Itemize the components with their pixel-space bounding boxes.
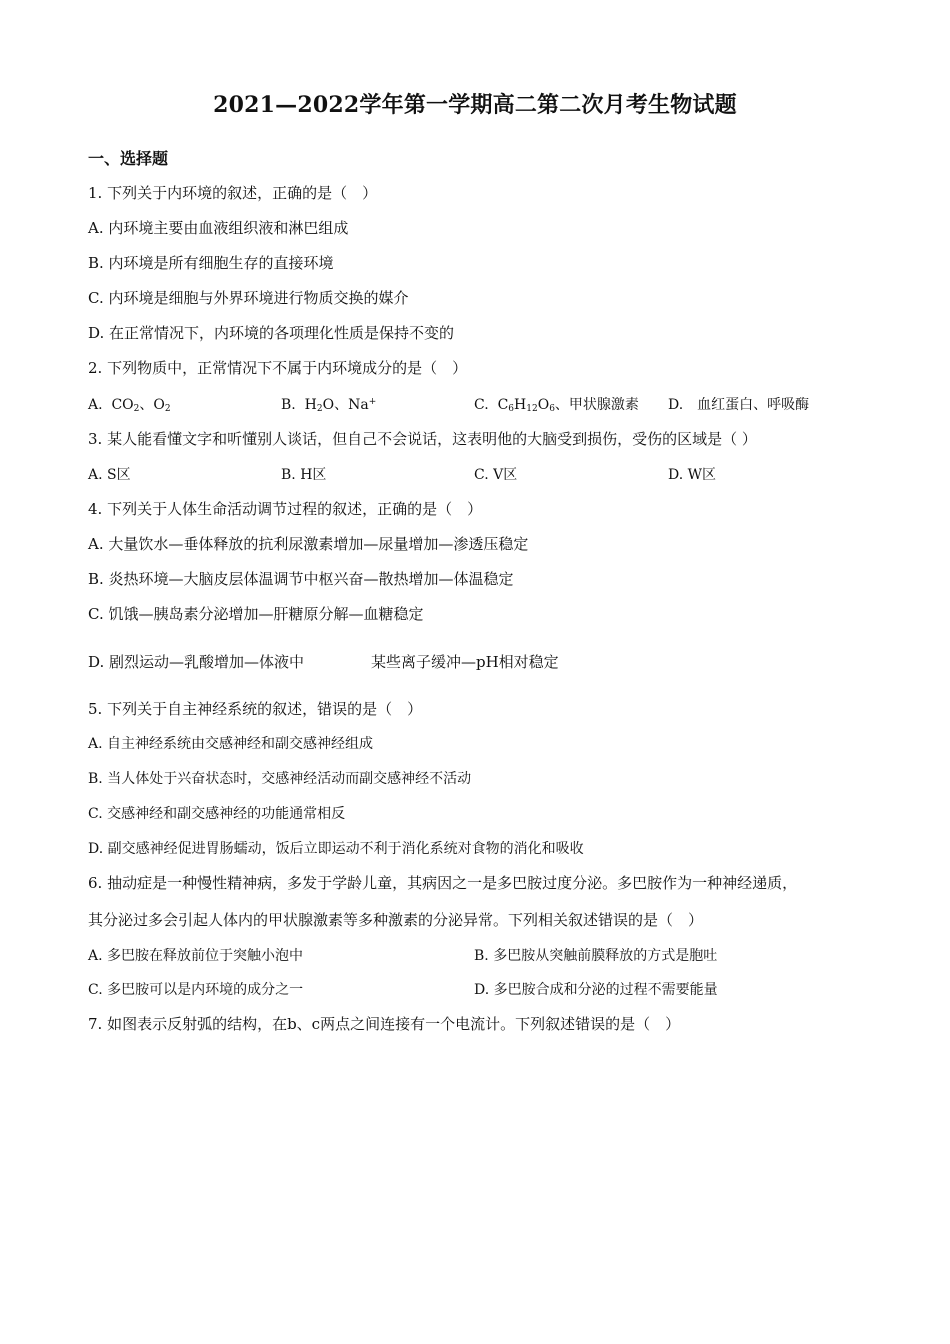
q3-stem: 3. 某人能看懂文字和听懂别人谈话，但自己不会说话，这表明他的大脑受到损伤，受伤的区域是（ ） (88, 430, 757, 448)
q2-option-c-label: C. (474, 397, 489, 413)
q3-option-a: A. S区 (88, 467, 131, 483)
q2-option-c (474, 394, 639, 414)
q1-option-a: A. 内环境主要由血液组织液和淋巴组成 (88, 219, 349, 237)
q5-option-d: D. 副交感神经促进胃肠蠕动，饭后立即运动不利于消化系统对食物的消化和吸收 (88, 841, 584, 857)
q6-stem-line1: 6. 抽动症是一种慢性精神病，多发于学龄儿童，其病因之一是多巴胺过度分泌。多巴胺作为一种神经递质， (88, 874, 798, 892)
q2-option-d: D. 血红蛋白、呼吸酶 (668, 397, 810, 413)
q3-option-b: B. H区 (281, 467, 327, 483)
q2-c-c-sub: 6 (508, 404, 515, 414)
q2-c-o-sub: 6 (549, 404, 555, 414)
q4-stem: 4. 下列关于人体生命活动调节过程的叙述，正确的是（ ） (88, 500, 483, 518)
q2-c-o: O (537, 397, 550, 413)
q2-b-h: H (304, 397, 317, 413)
q2-b-o: O、Na (322, 397, 369, 413)
section-heading: 一、选择题 (88, 149, 169, 168)
q2-c-h-sub: 12 (526, 404, 538, 414)
q2-a-co2-sub: 2 (133, 404, 140, 414)
q6-option-d: D. 多巴胺合成和分泌的过程不需要能量 (474, 982, 718, 998)
q1-stem: 1. 下列关于内环境的叙述，正确的是（ ） (88, 184, 378, 202)
q6-option-a: A. 多巴胺在释放前位于突触小泡中 (88, 948, 304, 964)
q5-option-b: B. 当人体处于兴奋状态时，交感神经活动而副交感神经不活动 (88, 771, 472, 787)
q2-option-b-label: B. (281, 397, 296, 413)
exam-title: 2021—2022学年第一学期高二第二次月考生物试题 (213, 92, 737, 118)
q4-option-a: A. 大量饮水—垂体释放的抗利尿激素增加—尿量增加—渗透压稳定 (88, 535, 529, 553)
q5-option-c: C. 交感神经和副交感神经的功能通常相反 (88, 806, 346, 822)
q2-option-b (281, 394, 376, 414)
q5-option-a: A. 自主神经系统由交感神经和副交感神经组成 (88, 736, 374, 752)
q1-option-c: C. 内环境是细胞与外界环境进行物质交换的媒介 (88, 289, 409, 307)
q4-option-c: C. 饥饿—胰岛素分泌增加—肝糖原分解—血糖稳定 (88, 605, 424, 623)
q2-c-h: H (514, 397, 527, 413)
q2-option-a (88, 394, 171, 414)
q4-option-b: B. 炎热环境—大脑皮层体温调节中枢兴奋—散热增加—体温稳定 (88, 570, 514, 588)
q1-option-b: B. 内环境是所有细胞生存的直接环境 (88, 254, 334, 272)
q2-stem: 2. 下列物质中，正常情况下不属于内环境成分的是（ ） (88, 359, 468, 377)
q4-option-d-part2: 某些离子缓冲—pH相对稳定 (371, 653, 559, 671)
q2-b-na-sup: + (368, 397, 377, 407)
q3-option-c: C. V区 (474, 467, 518, 483)
q2-option-a-label: A. (88, 397, 103, 413)
q6-option-c: C. 多巴胺可以是内环境的成分之一 (88, 982, 304, 998)
q1-option-d: D. 在正常情况下，内环境的各项理化性质是保持不变的 (88, 324, 455, 342)
q6-stem-line2: 其分泌过多会引起人体内的甲状腺激素等多种激素的分泌异常。下列相关叙述错误的是（ ） (88, 911, 704, 929)
q2-a-co: CO (111, 397, 134, 413)
q2-a-sep: 、O (139, 397, 165, 413)
q7-stem: 7. 如图表示反射弧的结构，在b、c两点之间连接有一个电流计。下列叙述错误的是（ ） (88, 1015, 681, 1033)
q6-option-b: B. 多巴胺从突触前膜释放的方式是胞吐 (474, 948, 718, 964)
q2-c-rest: 、甲状腺激素 (554, 397, 639, 413)
q2-c-c: C (497, 397, 509, 413)
q5-stem: 5. 下列关于自主神经系统的叙述，错误的是（ ） (88, 700, 423, 718)
q2-b-h-sub: 2 (316, 404, 323, 414)
q3-option-d: D. W区 (668, 467, 717, 483)
q2-a-o2-sub: 2 (164, 404, 171, 414)
q4-option-d-part1: D. 剧烈运动—乳酸增加—体液中 (88, 653, 305, 671)
